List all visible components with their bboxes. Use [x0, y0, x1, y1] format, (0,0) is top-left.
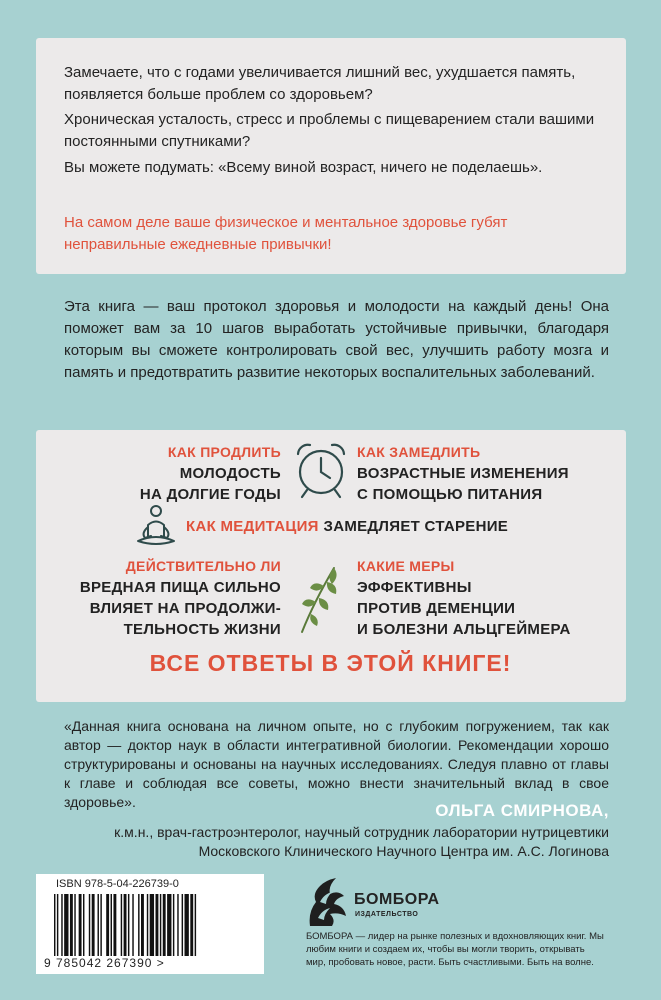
barcode-bar — [156, 894, 159, 956]
feature-slow-aging-line-1: ВОЗРАСТНЫЕ ИЗМЕНЕНИЯ — [357, 465, 569, 482]
feature-dementia-line-2: ПРОТИВ ДЕМЕНЦИИ — [357, 600, 516, 617]
feature-junk-food-key: ДЕЙСТВИТЕЛЬНО ЛИ — [125, 558, 281, 574]
feature-meditation — [186, 516, 508, 537]
barcode-bar — [121, 894, 122, 956]
barcode-digits: 9 785042 267390 > — [44, 956, 165, 970]
feature-meditation-value: ЗАМЕДЛЯЕТ СТАРЕНИЕ — [323, 518, 509, 535]
feature-dementia-line-1: ЭФФЕКТИВНЫ — [357, 579, 472, 596]
publisher-slogan: БОМБОРА — лидер на рынке полезных и вдохновляющих книг. Мы любим книги и создаем их, чтобы вы могли творить, открывать мир, пробовать новое, расти. Быть счастливыми. Быть на волне. — [306, 931, 604, 968]
review-quote: «Данная книга основана на личном опыте, но с глубоким погружением, так как автор — доктор наук в области интегративной биологии. Рекомендации хорошо структурированы и основаны на научных исследованиях. Следуя плавно от главы к главе и соблюдая все советы, можно внести значительный вклад в свое здоровье». — [64, 718, 609, 810]
barcode-bar — [177, 894, 178, 956]
barcode-bar — [113, 894, 116, 956]
barcode-bar — [54, 894, 55, 956]
alarm-clock-icon — [292, 440, 350, 500]
feature-junk-food-line-3: ТЕЛЬНОСТЬ ЖИЗНИ — [123, 621, 281, 638]
barcode-bar — [128, 894, 129, 956]
bombora-logo-icon — [306, 874, 350, 928]
barcode-bar — [185, 894, 189, 956]
feature-slow-aging-key: КАК ЗАМЕДЛИТЬ — [357, 444, 481, 460]
barcode-bar — [173, 894, 174, 956]
barcode-bar — [182, 894, 183, 956]
barcode-bar — [150, 894, 154, 956]
quote-author-name: ОЛЬГА СМИРНОВА, — [435, 801, 609, 820]
meditation-person-icon — [133, 503, 179, 549]
feature-slow-aging — [357, 442, 569, 505]
barcode-bar — [141, 894, 144, 956]
barcode-bar — [138, 894, 139, 956]
all-answers-headline: ВСЕ ОТВЕТЫ В ЭТОЙ КНИГЕ! — [149, 650, 512, 676]
barcode-bar — [89, 894, 90, 956]
barcode-bar — [132, 894, 133, 956]
feature-junk-food-line-2: ВЛИЯЕТ НА ПРОДОЛЖИ- — [89, 600, 281, 617]
barcode-bar — [100, 894, 101, 956]
barcode-bar — [163, 894, 166, 956]
feature-meditation-key: КАК МЕДИТАЦИЯ — [186, 518, 319, 535]
feature-prolong-youth-key: КАК ПРОДЛИТЬ — [167, 444, 281, 460]
author-credentials-line-2: Московского Клинического Научного Центра им. А.С. Логинова — [198, 843, 609, 859]
book-description: Эта книга — ваш протокол здоровья и молодости на каждый день! Она поможет вам за 10 шагов выработать устойчивые привычки, благодаря которым вы сможете контролировать свой вес, улучшить работу мозга и память и предотвратить развитие некоторых воспалительных заболеваний. — [64, 298, 609, 381]
feature-prolong-youth-line-1: МОЛОДОСТЬ — [179, 465, 281, 482]
feature-dementia-key: КАКИЕ МЕРЫ — [357, 558, 455, 574]
barcode-bar — [98, 894, 99, 956]
barcode-bar — [111, 894, 112, 956]
leaf-branch-icon — [294, 562, 344, 634]
intro-paragraph-1: Замечаете, что с годами увеличивается лишний вес, ухудшается память, появляется больше проблем со здоровьем? — [64, 64, 576, 103]
barcode-bar — [79, 894, 82, 956]
barcode-panel — [36, 874, 264, 974]
barcode-bar — [92, 894, 95, 956]
barcode-bar — [124, 894, 127, 956]
barcode-bar — [61, 894, 62, 956]
publisher-name: БОМБОРА — [354, 891, 440, 908]
feature-prolong-youth — [140, 442, 281, 505]
publisher-subtitle: ИЗДАТЕЛЬСТВО — [355, 911, 419, 918]
feature-dementia — [357, 556, 571, 640]
barcode-image — [54, 894, 250, 956]
barcode-bar — [195, 894, 196, 956]
barcode-bar — [147, 894, 148, 956]
feature-slow-aging-line-2: С ПОМОЩЬЮ ПИТАНИЯ — [357, 486, 543, 503]
barcode-bar — [83, 894, 84, 956]
feature-prolong-youth-line-2: НА ДОЛГИЕ ГОДЫ — [139, 486, 281, 503]
barcode-bar — [74, 894, 75, 956]
intro-paragraph-4: На самом деле ваше физическое и ментальное здоровье губят неправильные ежедневные привычки! — [64, 214, 508, 253]
feature-junk-food-line-1: ВРЕДНАЯ ПИЩА СИЛЬНО — [79, 579, 281, 596]
barcode-bar — [64, 894, 68, 956]
feature-dementia-line-3: И БОЛЕЗНИ АЛЬЦГЕЙМЕРА — [357, 621, 571, 638]
barcode-bar — [190, 894, 193, 956]
quote-author-credentials — [49, 823, 609, 861]
intro-paragraph-3: Вы можете подумать: «Всему виной возраст, ничего не поделаешь». — [64, 159, 543, 176]
feature-junk-food — [80, 556, 281, 640]
intro-paragraph-2: Хроническая усталость, стресс и проблемы с пищеварением стали вашими постоянными спутниками? — [64, 111, 595, 150]
barcode-bar — [70, 894, 73, 956]
barcode-bar — [160, 894, 161, 956]
author-credentials-line-1: к.м.н., врач-гастроэнтеролог, научный сотрудник лаборатории нутрицевтики — [114, 824, 609, 840]
isbn-label: ISBN 978-5-04-226739-0 — [56, 878, 179, 890]
barcode-bar — [57, 894, 58, 956]
barcode-bar — [106, 894, 109, 956]
barcode-bar — [167, 894, 171, 956]
